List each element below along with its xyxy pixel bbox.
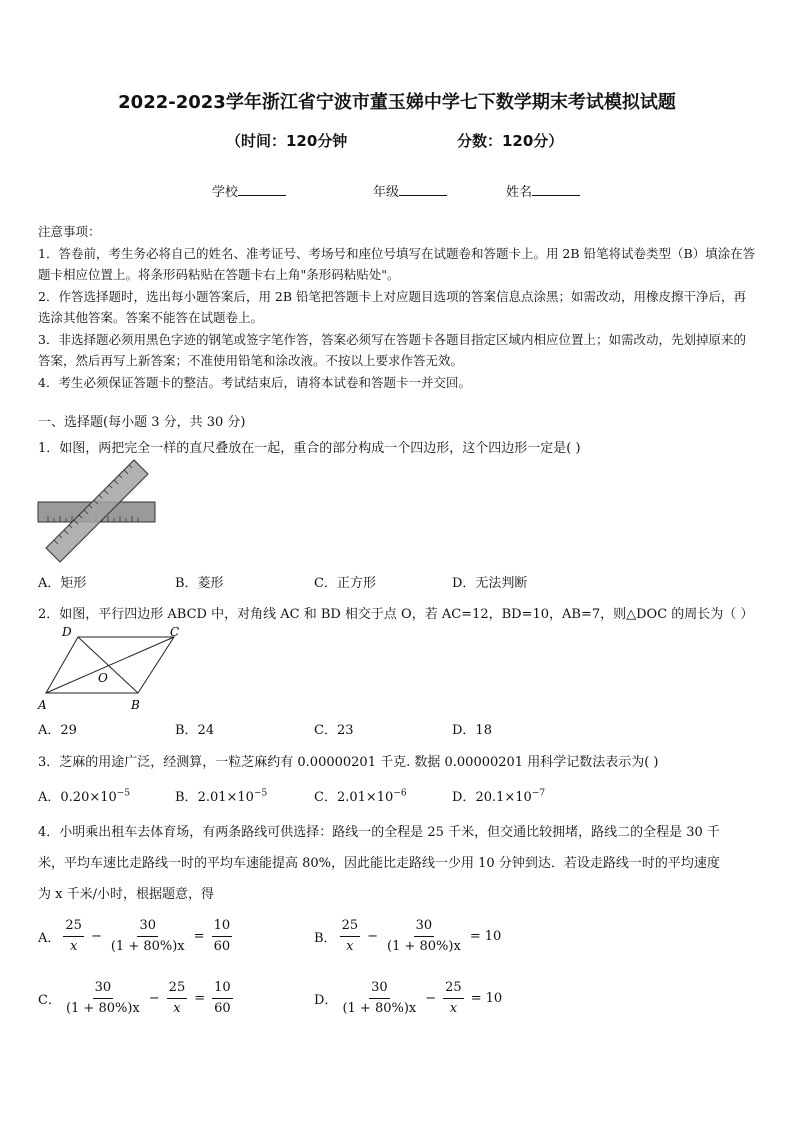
q4d-fraction-1 (340, 980, 418, 1017)
diagonal-bd (78, 637, 138, 693)
q4a-fraction-rhs (212, 918, 233, 955)
grade-blank (399, 183, 447, 196)
question-4-line-1: 4．小明乘出租车去体育场，有两条路线可供选择：路线一的全程是 25 千米，但交通比较拥堵，路线二的全程是 30 千 (38, 825, 720, 840)
numerator: 25 (63, 918, 84, 937)
denominator: x (449, 1001, 458, 1016)
school-blank (238, 183, 286, 196)
q3-option-a (38, 786, 130, 805)
name-label: 姓名 (506, 185, 533, 200)
q4-option-d-label: D． (314, 993, 338, 1008)
school-field (212, 181, 286, 200)
q3-option-c-label: C． (314, 790, 337, 805)
q4c-fraction-2 (167, 980, 188, 1017)
parallelogram-figure (34, 623, 194, 715)
numerator: 25 (340, 918, 361, 937)
q1-option-a: A．矩形 (38, 576, 87, 591)
denominator: x (346, 939, 354, 954)
q4-option-c-label: C． (38, 993, 61, 1008)
note-item-1: 1．答卷前，考生务必将自己的姓名、准考证号、考场号和座位号填写在试题卷和答题卡上。用 2B 铅笔将试卷类型（B）填涂在答题卡相应位置上。将条形码粘贴在答题卡右上角"条形码粘贴处"。 (38, 245, 756, 282)
q2-option-a: A．29 (38, 723, 77, 738)
q4c-fraction-1 (64, 980, 142, 1017)
q2-option-c: C．23 (314, 723, 354, 738)
q4b-fraction-2 (385, 918, 463, 955)
numerator: 25 (167, 980, 188, 999)
name-blank (532, 183, 580, 196)
grade-label: 年级 (373, 185, 400, 200)
q3-option-b-exp: −5 (253, 788, 268, 799)
label-d: D (62, 625, 72, 639)
q4c-fraction-rhs (212, 980, 233, 1017)
q3-option-a-base: 0.20×10 (60, 790, 117, 805)
equals-sign: = (470, 991, 482, 1006)
denominator: (1 + 80%)x (387, 939, 461, 954)
denominator: x (69, 939, 78, 954)
q3-option-a-exp: −5 (116, 788, 131, 799)
q3-option-d-label: D． (452, 790, 476, 805)
minus-sign: − (425, 991, 437, 1006)
question-1-stem: 1．如图，两把完全一样的直尺叠放在一起，重合的部分构成一个四边形，这个四边形一定是( ) (38, 441, 581, 456)
note-item-4: 4．考生必须保证答题卡的整洁。考试结束后，请将本试卷和答题卡一并交回。 (38, 374, 471, 390)
exam-score: 分数：120分） (457, 132, 564, 150)
q3-option-c (314, 786, 407, 805)
minus-sign: − (148, 991, 160, 1006)
denominator: 60 (213, 939, 231, 954)
note-item-2: 2．作答选择题时，选出每小题答案后，用 2B 铅笔把答题卡上对应题目选项的答案信息点涂黑；如需改动，用橡皮擦干净后，再选涂其他答案。答案不能答在试题卷上。 (38, 288, 747, 325)
numerator: 25 (443, 980, 464, 999)
label-a: A (38, 698, 47, 712)
q3-option-b (175, 786, 267, 805)
label-o: O (98, 671, 108, 685)
equals-sign: = (193, 929, 205, 944)
numerator: 30 (414, 918, 435, 937)
name-field (506, 181, 580, 200)
exam-time: （时间：120分钟 (226, 132, 348, 150)
numerator: 30 (137, 918, 158, 937)
notes-block (38, 221, 758, 393)
note-item-3: 3．非选择题必须用黑色字迹的钢笔或签字笔作答，答案必须写在答题卡各题目指定区域内相应位置上；如需改动，先划掉原来的答案，然后再写上新答案；不准使用铅笔和涂改液。不按以上要求作答无效。 (38, 331, 746, 368)
q3-option-d (452, 786, 545, 805)
denominator: (1 + 80%)x (110, 939, 185, 954)
q4-option-b-label: B． (314, 931, 337, 946)
rhs-value: 10 (484, 929, 502, 944)
page-title: 2022-2023学年浙江省宁波市董玉娣中学七下数学期末考试模拟试题 (118, 92, 676, 113)
numerator: 30 (93, 980, 114, 999)
q4-option-a (38, 918, 235, 955)
section-heading: 一、选择题(每小题 3 分，共 30 分) (38, 415, 246, 430)
q4a-fraction-2 (109, 918, 187, 955)
q4d-fraction-2 (443, 980, 464, 1017)
q4a-fraction-1 (63, 918, 84, 955)
q4-option-a-label: A． (38, 931, 61, 946)
numerator: 10 (212, 980, 233, 999)
q3-option-a-label: A． (38, 790, 61, 805)
denominator: (1 + 80%)x (342, 1001, 417, 1016)
numerator: 10 (212, 918, 233, 937)
question-4-line-2: 米，平均车速比走路线一时的平均车速能提高 80%，因此能比走路线一少用 10 分钟到达．若设走路线一时的平均速度 (38, 856, 720, 871)
q3-option-c-base: 2.01×10 (336, 790, 394, 805)
q3-option-b-base: 2.01×10 (197, 790, 254, 805)
label-c: C (170, 625, 180, 639)
q2-option-b: B．24 (175, 723, 215, 738)
denominator: x (173, 1001, 181, 1016)
q1-option-b: B．菱形 (175, 576, 224, 591)
q4b-fraction-1 (340, 918, 361, 955)
equals-sign: = (469, 929, 481, 944)
q3-option-c-exp: −6 (393, 788, 407, 799)
question-4-line-3: 为 x 千米/小时，根据题意，得 (38, 887, 214, 902)
label-b: B (131, 698, 140, 712)
question-3-stem: 3．芝麻的用途广泛，经测算，一粒芝麻约有 0.00000201 千克. 数据 0.00000201 用科学记数法表示为( ) (38, 755, 659, 770)
minus-sign: − (90, 929, 102, 944)
q4-option-c (38, 980, 236, 1017)
q2-option-d: D．18 (452, 723, 492, 738)
q3-option-d-exp: −7 (531, 788, 546, 799)
q1-option-d: D．无法判断 (452, 576, 528, 591)
rulers-figure (36, 458, 160, 566)
q4-option-b (314, 918, 501, 955)
minus-sign: − (367, 929, 379, 944)
diagonal-ac (46, 637, 174, 693)
rhs-value: 10 (485, 991, 503, 1006)
numerator: 30 (369, 980, 390, 999)
denominator: 60 (214, 1001, 231, 1016)
q1-option-c: C．正方形 (314, 576, 376, 591)
school-label: 学校 (212, 185, 239, 200)
question-2-stem: 2．如图，平行四边形 ABCD 中，对角线 AC 和 BD 相交于点 O，若 AC=12，BD=10，AB=7，则△DOC 的周长为（ ） (38, 607, 754, 622)
q3-option-b-label: B． (175, 790, 198, 805)
q3-option-d-base: 20.1×10 (475, 790, 532, 805)
denominator: (1 + 80%)x (65, 1001, 140, 1016)
equals-sign: = (194, 991, 206, 1006)
notes-heading: 注意事项： (38, 224, 101, 239)
q4-option-d (314, 980, 502, 1017)
grade-field (373, 181, 447, 200)
